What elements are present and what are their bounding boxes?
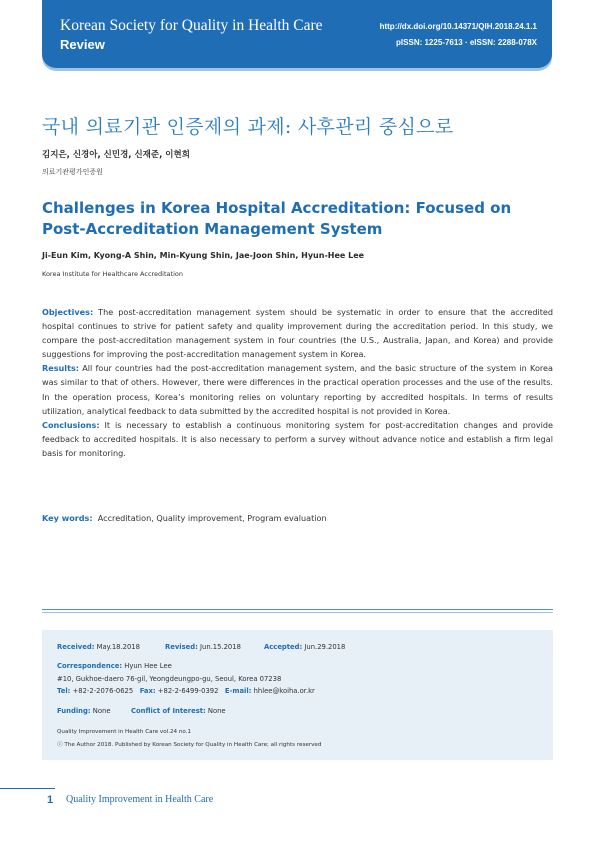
objectives-label: Objectives: xyxy=(42,307,94,317)
results-text: All four countries had the post-accreditation management system, and the basic structure of the system in Korea was similar to that of others. However, there were differences in the practical operation processes and the use of the results. In the operation process, Korea’s monitoring relies on voluntary reporting by accredited hospitals. In terms of results utilization, analytical feedback to data submitted by the accredited hospital is not provided in Korea. xyxy=(42,363,553,416)
keywords-label: Key words: xyxy=(42,513,93,523)
english-title: Challenges in Korea Hospital Accreditation: Focused on Post-Accreditation Management System xyxy=(42,199,512,238)
funding-value: None xyxy=(92,707,111,715)
keywords-text: Accreditation, Quality improvement, Program evaluation xyxy=(97,513,327,523)
contact-line xyxy=(57,687,315,695)
objectives-text: The post-accreditation management system should be systematic in order to ensure that the accredited hospital continues to strive for patient safety and quality improvement during the accreditation period. In this study, we compare the post-accreditation management system in four countries (the U.S., Australia, Japan, and Korea) and provide suggestions for improving the post-accreditation management system in Korea. xyxy=(42,307,553,360)
revised-label: Revised: xyxy=(165,643,198,651)
revised-value: Jun.15.2018 xyxy=(200,643,241,651)
citation: Quality Improvement in Health Care vol.24 no.1 xyxy=(57,729,192,735)
page-number: 1 xyxy=(47,794,54,806)
divider xyxy=(42,609,553,610)
funding-label: Funding: xyxy=(57,707,91,715)
abstract-objectives xyxy=(42,305,553,361)
results-label: Results: xyxy=(42,363,79,374)
fax-label: Fax: xyxy=(139,687,156,695)
issn: pISSN: 1225-7613 · eISSN: 2288-078X xyxy=(396,38,537,47)
keywords xyxy=(42,513,327,523)
tel-label: Tel: xyxy=(57,687,71,695)
english-authors: Ji-Eun Kim, Kyong-A Shin, Min-Kyung Shin, Jae-Joon Shin, Hyun-Hee Lee xyxy=(42,251,365,260)
article-type: Review xyxy=(60,37,105,52)
copyright: ⓒ The Author 2018. Published by Korean Society for Quality in Health Care; all rights reserved xyxy=(57,742,322,748)
korean-authors: 김지은, 신경아, 신민경, 신재준, 이현희 xyxy=(42,150,190,160)
correspondence-label: Correspondence: xyxy=(57,662,123,670)
conflict-value: None xyxy=(207,707,226,715)
accepted-value: Jun.29.2018 xyxy=(304,643,346,651)
email-link[interactable]: hhlee@koiha.or.kr xyxy=(253,687,315,695)
received-value: May.18.2018 xyxy=(96,643,140,651)
accepted-date xyxy=(264,643,345,651)
conclusions-label: Conclusions: xyxy=(42,419,100,430)
fax-value: +82-2-6499-0392 xyxy=(157,687,219,695)
korean-title: 국내 의료기관 인증제의 과제: 사후관리 중심으로 xyxy=(42,116,454,138)
received-date xyxy=(57,643,140,651)
abstract-conclusions xyxy=(42,418,553,460)
footer-rule xyxy=(0,788,55,789)
journal-name: Korean Society for Quality in Health Care xyxy=(60,17,323,34)
funding xyxy=(57,707,111,715)
korean-affiliation: 의료기관평가인증원 xyxy=(42,168,103,176)
abstract xyxy=(42,305,553,460)
english-affiliation: Korea Institute for Healthcare Accreditation xyxy=(42,270,183,278)
accepted-label: Accepted: xyxy=(264,643,303,651)
abstract-results xyxy=(42,361,553,417)
conflict-of-interest xyxy=(131,707,226,715)
correspondence-name: Hyun Hee Lee xyxy=(124,662,172,670)
divider-light xyxy=(42,612,553,613)
conflict-label: Conflict of Interest: xyxy=(131,707,206,715)
received-label: Received: xyxy=(57,643,95,651)
revised-date xyxy=(165,643,241,651)
correspondence-address: #10, Gukhoe-daero 76-gil, Yeongdeungpo-gu, Seoul, Korea 07238 xyxy=(57,675,282,683)
footer-journal-name: Quality Improvement in Health Care xyxy=(66,794,214,805)
conclusions-text: It is necessary to establish a continuous monitoring system for post-accreditation changes and provide feedback to accredited hospitals. It is also necessary to perform a survey without advance notice and establish a firm legal basis for monitoring. xyxy=(42,419,553,458)
tel-value: +82-2-2076-0625 xyxy=(72,687,134,695)
email-label: E-mail: xyxy=(224,687,252,695)
doi-link[interactable]: http://dx.doi.org/10.14371/QIH.2018.24.1.1 xyxy=(379,22,537,31)
correspondence xyxy=(57,662,172,670)
